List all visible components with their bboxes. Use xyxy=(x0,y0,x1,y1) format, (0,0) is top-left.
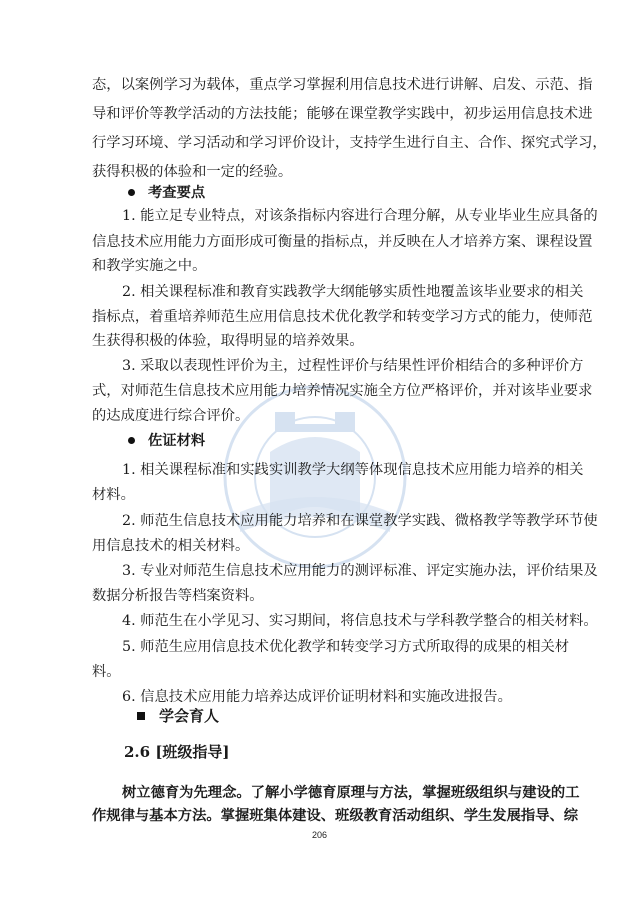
evidence-line: 6. 信息技术应用能力培养达成评价证明材料和实施改进报告。 xyxy=(122,689,512,705)
evidence-line: 3. 专业对师范生信息技术应用能力的测评标准、评定实施办法，评价结果及 xyxy=(122,563,598,579)
exam-line: 1. 能立足专业特点，对该条指标内容进行合理分解，从专业毕业生应具备的 xyxy=(122,208,598,224)
paragraph-line: 行学习环境、学习活动和学习评价设计，支持学生进行自主、合作、探究式学习， xyxy=(92,135,607,151)
evidence-line: 材料。 xyxy=(92,487,135,503)
square-bullet-icon xyxy=(137,712,145,720)
learn-to-educate-heading: 学会育人 xyxy=(137,706,219,726)
bullet-dot-icon xyxy=(128,437,135,444)
exam-line: 2. 相关课程标准和教育实践教学大纲能够实质性地覆盖该毕业要求的相关 xyxy=(122,284,584,300)
exam-line: 的达成度进行综合评价。 xyxy=(92,408,250,424)
bold-paragraph-line: 树立德育为先理念。了解小学德育原理与方法，掌握班级组织与建设的工 xyxy=(122,785,580,801)
evidence-line: 4. 师范生在小学见习、实习期间，将信息技术与学科教学整合的相关材料。 xyxy=(122,613,598,629)
evidence-line: 用信息技术的相关材料。 xyxy=(92,538,250,554)
exam-line: 和教学实施之中。 xyxy=(92,258,207,274)
exam-line: 式，对师范生信息技术应用能力培养情况实施全方位严格评价，并对该毕业要求 xyxy=(92,383,593,399)
bullet-dot-icon xyxy=(128,189,135,196)
evidence-line: 1. 相关课程标准和实践实训教学大纲等体现信息技术应用能力培养的相关 xyxy=(122,462,584,478)
evidence-line: 2. 师范生信息技术应用能力培养和在课堂教学实践、微格教学等教学环节使 xyxy=(122,513,598,529)
evidence-heading: 佐证材料 xyxy=(128,431,205,451)
paragraph-line: 态，以案例学习为载体，重点学习掌握利用信息技术进行讲解、启发、示范、指 xyxy=(92,77,593,93)
evidence-line: 料。 xyxy=(92,664,121,680)
exam-line: 生获得积极的体验，取得明显的培养效果。 xyxy=(92,333,364,349)
exam-line: 3. 采取以表现性评价为主，过程性评价与结果性评价相结合的多种评价方 xyxy=(122,358,584,374)
evidence-line: 数据分析报告等档案资料。 xyxy=(92,588,264,604)
exam-points-heading: 考查要点 xyxy=(128,183,205,203)
evidence-line: 5. 师范生应用信息技术优化教学和转变学习方式所取得的成果的相关材 xyxy=(122,639,570,655)
bold-paragraph-line: 作规律与基本方法。掌握班集体建设、班级教育活动组织、学生发展指导、综 xyxy=(92,808,579,824)
section-heading: 2.6 [班级指导] xyxy=(124,743,230,761)
page-number: 206 xyxy=(311,830,328,840)
exam-line: 信息技术应用能力方面形成可衡量的指标点，并反映在人才培养方案、课程设置 xyxy=(92,234,593,250)
paragraph-line: 导和评价等教学活动的方法技能；能够在课堂教学实践中，初步运用信息技术进 xyxy=(92,106,593,122)
exam-line: 指标点，着重培养师范生应用信息技术优化教学和转变学习方式的能力，使师范 xyxy=(92,309,593,325)
paragraph-line: 获得积极的体验和一定的经验。 xyxy=(92,164,293,180)
